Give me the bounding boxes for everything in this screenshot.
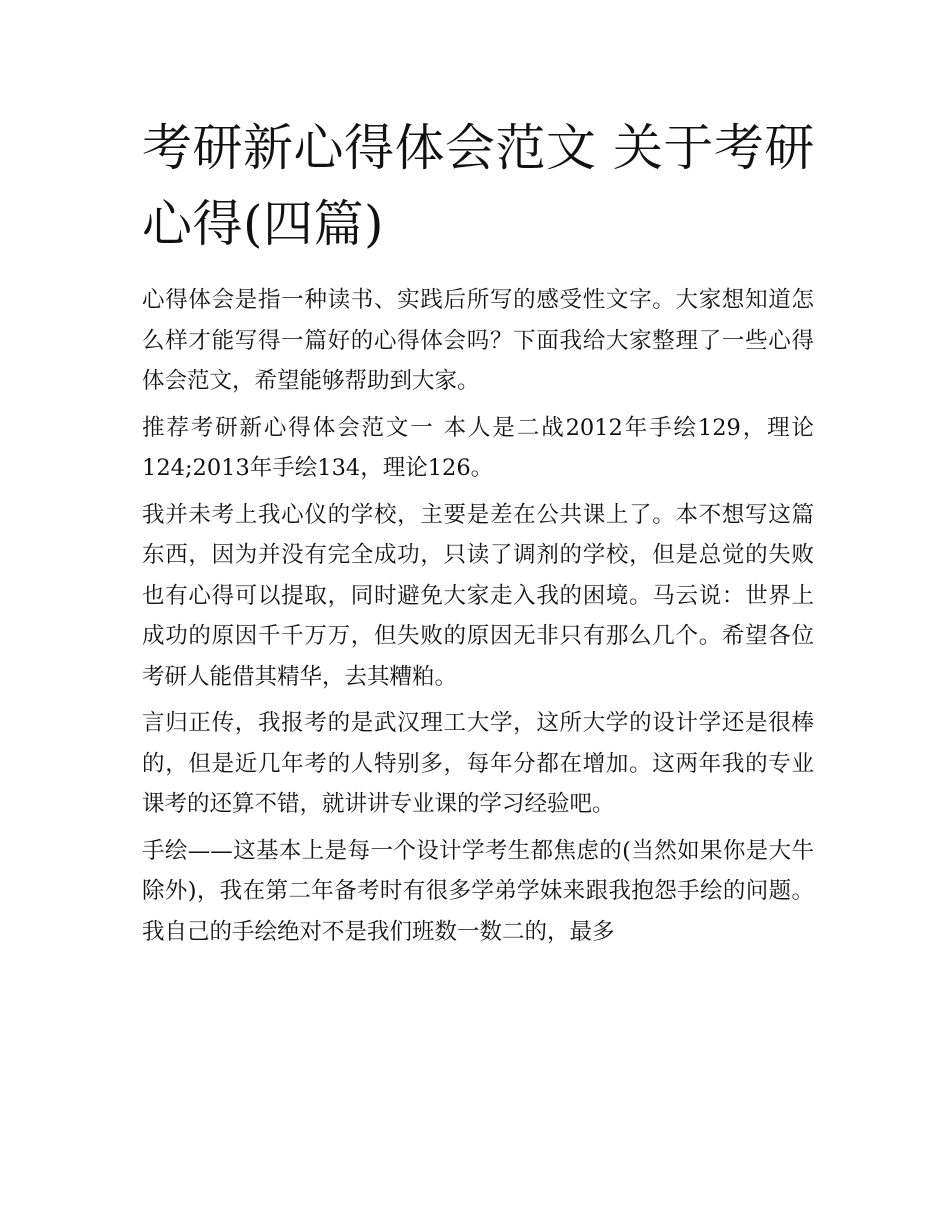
paragraph-hand-drawing: 手绘——这基本上是每一个设计学考生都焦虑的(当然如果你是大牛除外)，我在第二年备考时有很多学弟学妹来跟我抱怨手绘的问题。我自己的手绘绝对不是我们班数一数二的，最多 — [142, 837, 814, 945]
paragraph-scores: 推荐考研新心得体会范文一 本人是二战2012年手绘129，理论124;2013年手绘134，理论126。 — [142, 414, 814, 481]
document-body — [142, 280, 814, 958]
paragraph-failure-reflection: 我并未考上我心仪的学校，主要是差在公共课上了。本不想写这篇东西，因为并没有完全成功，只读了调剂的学校，但是总觉的失败也有心得可以提取，同时避免大家走入我的困境。马云说：世界上成功的原因千千万万，但失败的原因无非只有那么几个。希望各位考研人能借其精华，去其糟粕。 — [142, 501, 814, 690]
paragraph-intro: 心得体会是指一种读书、实践后所写的感受性文字。大家想知道怎么样才能写得一篇好的心得体会吗？下面我给大家整理了一些心得体会范文，希望能够帮助到大家。 — [142, 287, 814, 394]
paragraph-school-choice: 言归正传，我报考的是武汉理工大学，这所大学的设计学还是很棒的，但是近几年考的人特别多，每年分都在增加。这两年我的专业课考的还算不错，就讲讲专业课的学习经验吧。 — [142, 710, 814, 817]
document-title: 考研新心得体会范文 关于考研心得(四篇) — [142, 119, 815, 253]
